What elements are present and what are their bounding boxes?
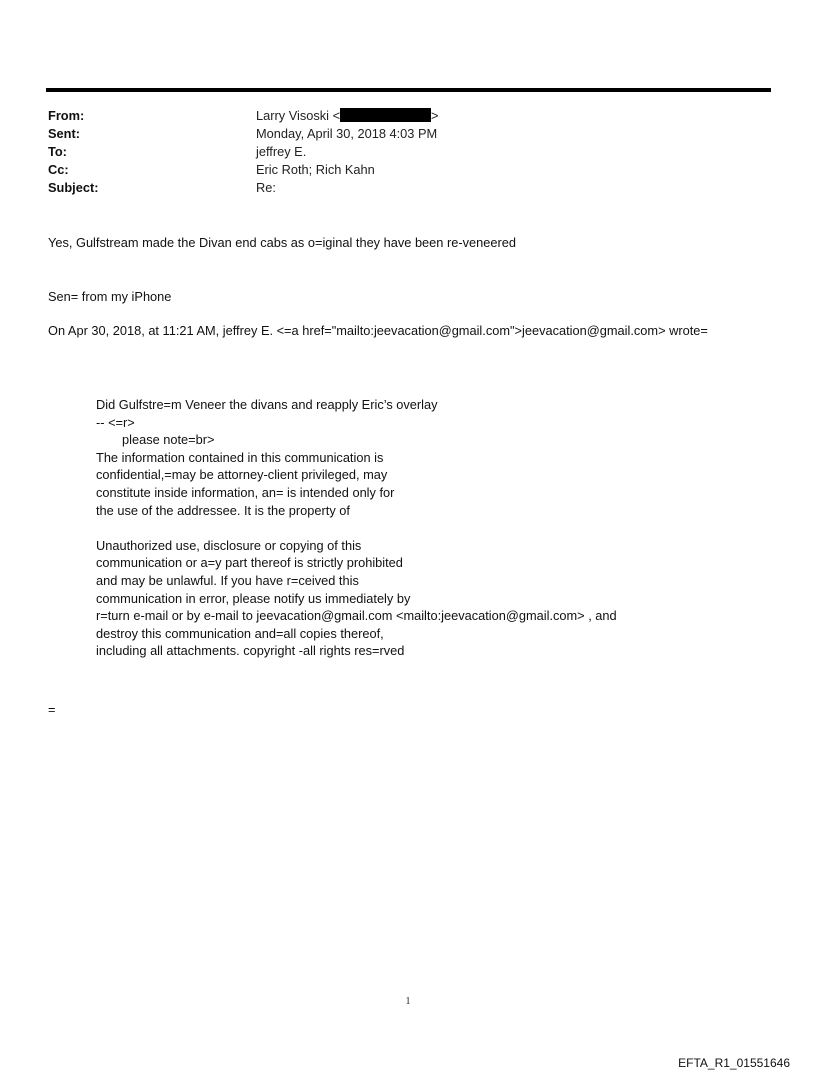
quoted-line: communication or a=y part thereof is strictly prohibited [96, 555, 403, 571]
sent-value: Monday, April 30, 2018 4:03 PM [256, 126, 438, 141]
quoted-line: -- <=r> [96, 414, 135, 430]
redaction-block [340, 108, 431, 122]
quoted-line: Did Gulfstre=m Veneer the divans and reapply Eric’s overlay [96, 397, 438, 412]
to-label: To: [48, 144, 67, 159]
email-header [48, 107, 768, 197]
quoted-line: please note=br> [122, 432, 215, 448]
from-name: Larry Visoski < [256, 108, 341, 123]
quoted-line: The information contained in this communication is [96, 449, 384, 465]
from-value [256, 107, 768, 125]
quoted-line: r=turn e-mail or by e-mail to jeevacation@gmail.com <mailto:jeevacation@gmail.com> , and [96, 608, 617, 624]
cc-row [48, 161, 768, 179]
quoted-line: including all attachments. copyright -all rights res=rved [96, 643, 405, 659]
cc-value: Eric Roth; Rich Kahn [256, 162, 375, 177]
to-row [48, 143, 768, 161]
quoted-line: confidential,=may be attorney-client privileged, may [96, 467, 388, 483]
signature-line: Sen= from my iPhone [48, 289, 172, 304]
header-divider [46, 88, 771, 92]
document-id: EFTA_R1_01551646 [678, 1056, 790, 1070]
to-value: jeffrey E. [256, 144, 307, 159]
quoted-line: Unauthorized use, disclosure or copying of this [96, 537, 362, 553]
quoted-line: the use of the addressee. It is the property of [96, 502, 350, 518]
quoted-line: constitute inside information, an= is intended only for [96, 484, 395, 500]
quote-intro-line: On Apr 30, 2018, at 11:21 AM, jeffrey E. <=a href="mailto:jeevacation@gmail.com">jeevacation@gmail.com> wrote= [48, 323, 708, 338]
quoted-line: communication in error, please notify us immediately by [96, 590, 411, 606]
end-marker: = [48, 702, 56, 717]
subject-value: Re: [256, 180, 276, 195]
quoted-line: destroy this communication and=all copies thereof, [96, 625, 384, 641]
sent-label: Sent: [48, 126, 80, 141]
quoted-line: and may be unlawful. If you have r=ceived this [96, 572, 359, 588]
from-label: From: [48, 108, 85, 123]
reply-line: Yes, Gulfstream made the Divan end cabs as o=iginal they have been re-veneered [48, 235, 516, 250]
quoted-message [96, 396, 617, 660]
from-value-end: > [431, 108, 439, 123]
cc-label: Cc: [48, 162, 69, 177]
from-row [48, 107, 768, 125]
subject-row [48, 179, 768, 197]
sent-row [48, 125, 768, 143]
paragraph-gap [96, 519, 617, 537]
page-number: 1 [405, 996, 411, 1007]
subject-label: Subject: [48, 180, 99, 195]
